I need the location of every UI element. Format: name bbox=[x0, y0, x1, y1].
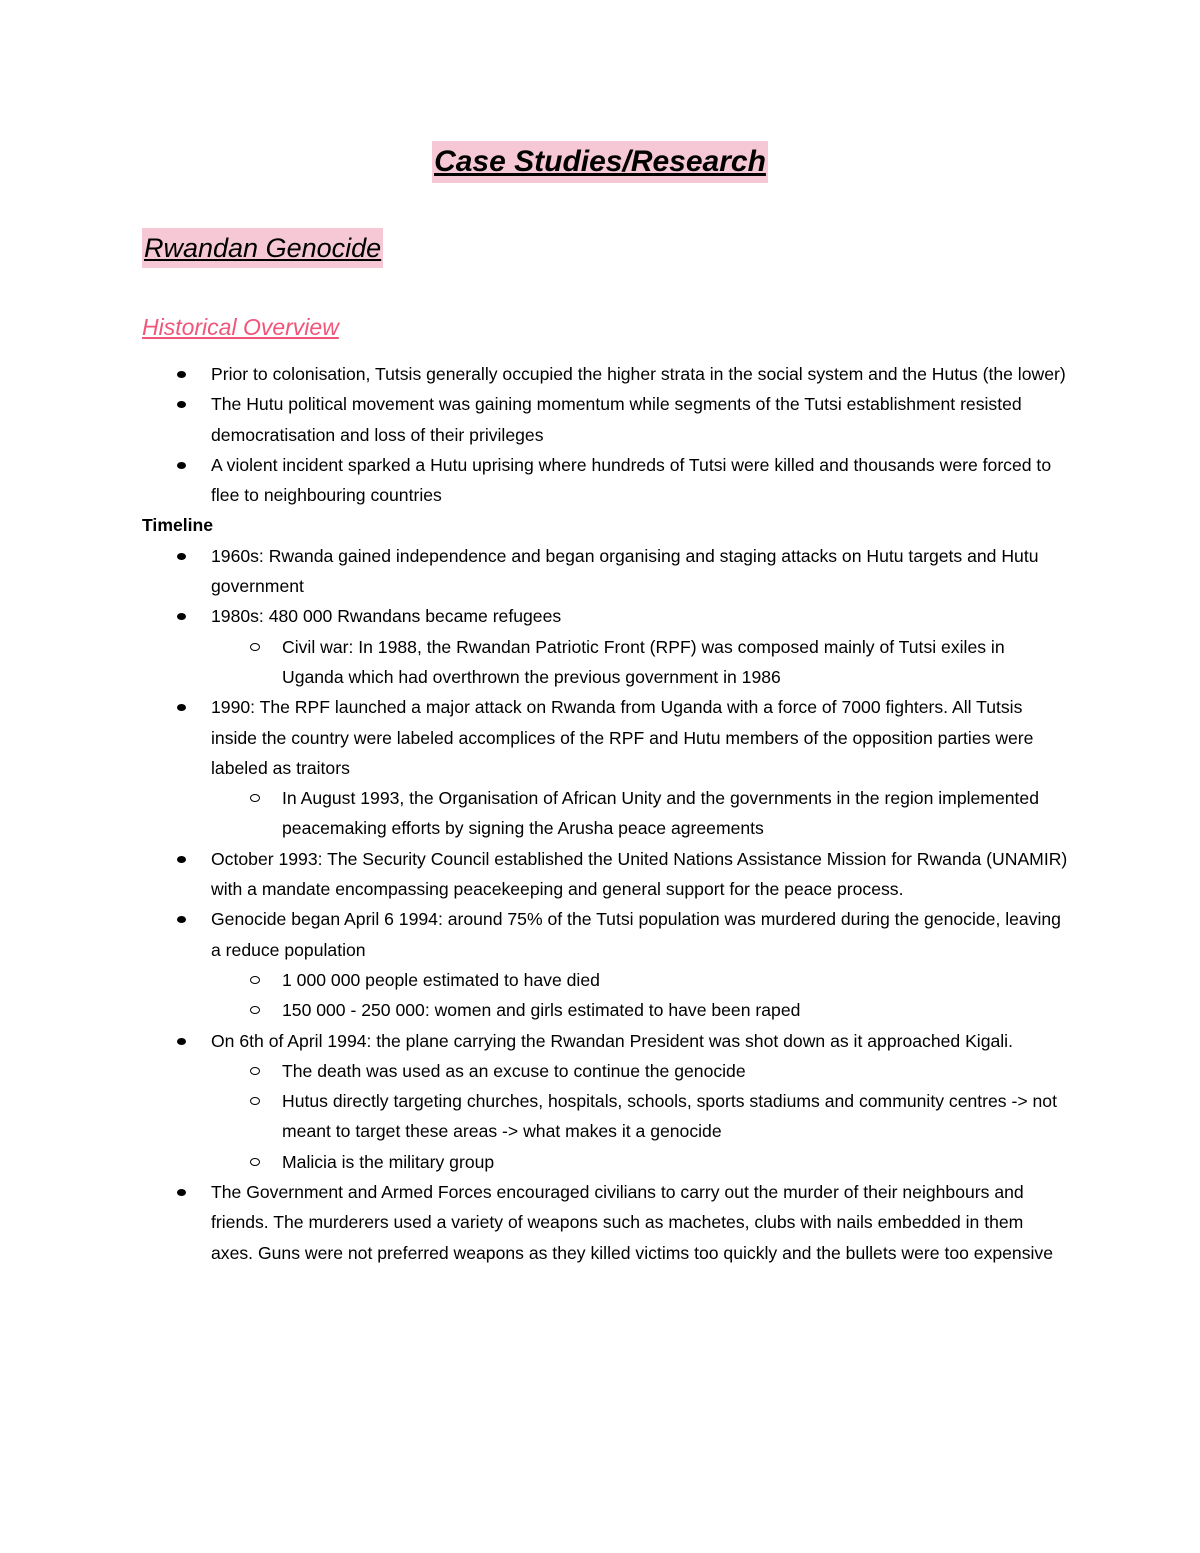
list-item: On 6th of April 1994: the plane carrying the Rwandan President was shot down as it approached Kigali. The death was used as an excuse to continue the genocide Hutus directly targeting churches, hospitals, schools, sports stadiums and community centres -> not meant to target these areas -> what makes it a genocide Malicia is the military group bbox=[0, 1026, 1200, 1177]
list-item: The Hutu political movement was gaining momentum while segments of the Tutsi establishment resisted democratisation and loss of their privileges bbox=[0, 389, 1200, 450]
sub-list-item: 150 000 - 250 000: women and girls estimated to have been raped bbox=[211, 995, 1068, 1025]
sub-list-item: The death was used as an excuse to continue the genocide bbox=[211, 1056, 1068, 1086]
list-item: Genocide began April 6 1994: around 75% of the Tutsi population was murdered during the genocide, leaving a reduce population 1 000 000 people estimated to have died 150 000 - 250 000: women and girls estimated to have been raped bbox=[0, 904, 1200, 1025]
list-item: October 1993: The Security Council established the United Nations Assistance Mission for Rwanda (UNAMIR) with a mandate encompassing peacekeeping and general support for the peace process. bbox=[0, 844, 1200, 905]
sub-list bbox=[211, 1056, 1068, 1177]
sub-list bbox=[211, 632, 1068, 693]
document-title: Case Studies/Research bbox=[0, 141, 1200, 183]
list-item: A violent incident sparked a Hutu uprising where hundreds of Tutsi were killed and thousands were forced to flee to neighbouring countries bbox=[0, 450, 1200, 511]
list-item: 1960s: Rwanda gained independence and began organising and staging attacks on Hutu targets and Hutu government bbox=[0, 541, 1200, 602]
sub-list-item: 1 000 000 people estimated to have died bbox=[211, 965, 1068, 995]
sub-list-item: Malicia is the military group bbox=[211, 1147, 1068, 1177]
sub-list bbox=[211, 783, 1068, 844]
list-item: 1980s: 480 000 Rwandans became refugees Civil war: In 1988, the Rwandan Patriotic Front (RPF) was composed mainly of Tutsi exiles in Uganda which had overthrown the previous government in 1986 bbox=[0, 601, 1200, 692]
overview-list bbox=[0, 359, 1200, 510]
sub-list-item: Civil war: In 1988, the Rwandan Patriotic Front (RPF) was composed mainly of Tutsi exiles in Uganda which had overthrown the previous government in 1986 bbox=[211, 632, 1068, 693]
list-item: 1990: The RPF launched a major attack on Rwanda from Uganda with a force of 7000 fighters. All Tutsis inside the country were labeled accomplices of the RPF and Hutu members of the opposition parties were labeled as traitors In August 1993, the Organisation of African Unity and the governments in the region implemented peacemaking efforts by signing the Arusha peace agreements bbox=[0, 692, 1200, 843]
timeline-list bbox=[0, 541, 1200, 1268]
list-item: The Government and Armed Forces encouraged civilians to carry out the murder of their neighbours and friends. The murderers used a variety of weapons such as machetes, clubs with nails embedded in them axes. Guns were not preferred weapons as they killed victims too quickly and the bullets were too expensive bbox=[0, 1177, 1200, 1268]
document-body bbox=[0, 359, 1200, 1268]
timeline-label: Timeline bbox=[142, 515, 214, 536]
sub-list-item: In August 1993, the Organisation of African Unity and the governments in the region implemented peacemaking efforts by signing the Arusha peace agreements bbox=[211, 783, 1068, 844]
sub-list bbox=[211, 965, 1068, 1026]
list-item: Prior to colonisation, Tutsis generally occupied the higher strata in the social system and the Hutus (the lower) bbox=[0, 359, 1200, 389]
sub-list-item: Hutus directly targeting churches, hospitals, schools, sports stadiums and community centres -> not meant to target these areas -> what makes it a genocide bbox=[211, 1086, 1068, 1147]
section-heading: Rwandan Genocide bbox=[142, 228, 383, 268]
subsection-heading: Historical Overview bbox=[142, 314, 339, 340]
